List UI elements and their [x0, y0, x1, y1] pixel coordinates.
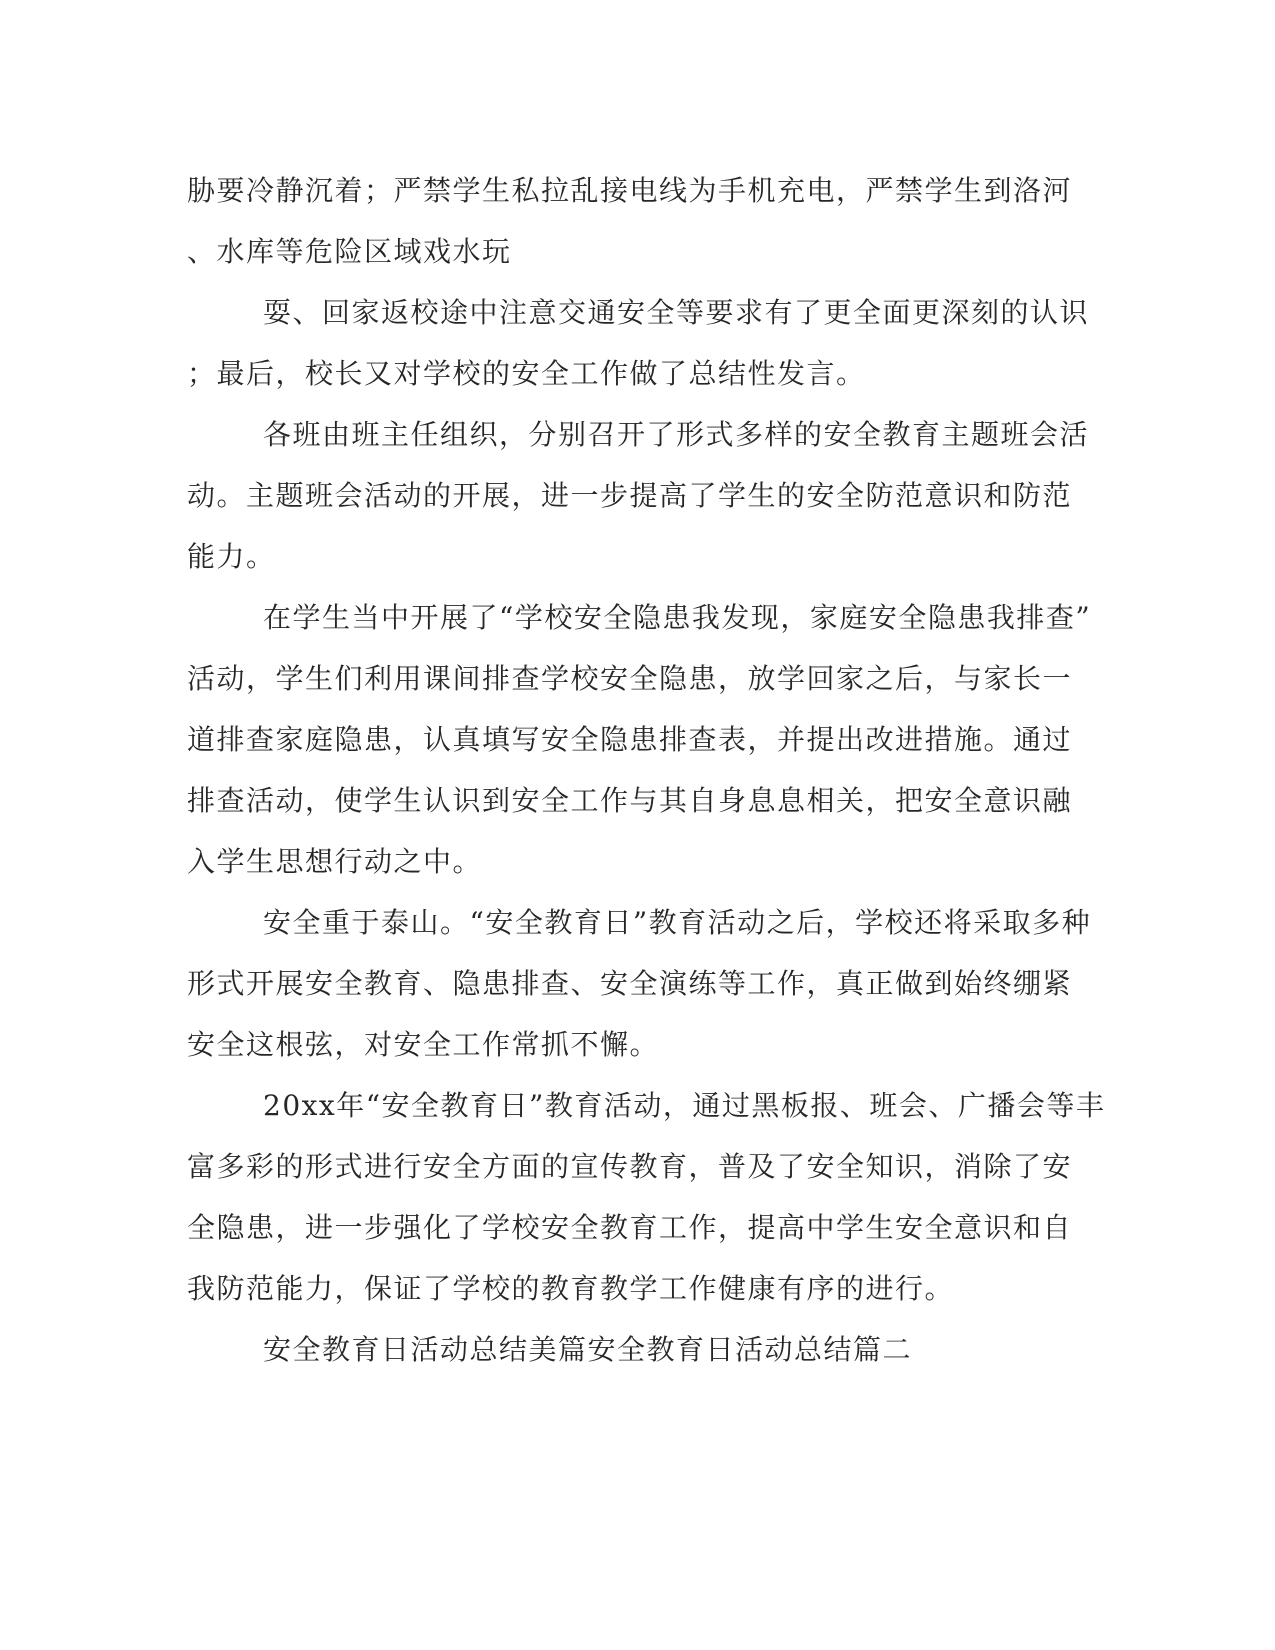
text-line: 耍、回家返校途中注意交通安全等要求有了更全面更深刻的认识 [263, 296, 1090, 329]
text-line: 安全重于泰山。“安全教育日”教育活动之后，学校还将采取多种 [263, 906, 1092, 939]
text-line: 排查活动，使学生认识到安全工作与其自身息息相关，把安全意识融 [187, 784, 1073, 817]
text-line: 富多彩的形式进行安全方面的宣传教育，普及了安全知识，消除了安 [187, 1150, 1073, 1183]
text-line: 各班由班主任组织，分别召开了形式多样的安全教育主题班会活 [263, 418, 1090, 451]
text-line: 全隐患，进一步强化了学校安全教育工作，提高中学生安全意识和自 [187, 1211, 1073, 1244]
text-line: 能力。 [187, 540, 276, 573]
document-body [187, 160, 1106, 1380]
text-line: 道排查家庭隐患，认真填写安全隐患排查表，并提出改进措施。通过 [187, 723, 1073, 756]
text-line: 我防范能力，保证了学校的教育教学工作健康有序的进行。 [187, 1272, 955, 1305]
text-line: 入学生思想行动之中。 [187, 845, 483, 878]
text-line: 活动，学生们利用课间排查学校安全隐患，放学回家之后，与家长一 [187, 662, 1073, 695]
text-line: 在学生当中开展了“学校安全隐患我发现，家庭安全隐患我排查” [263, 601, 1092, 634]
text-line: 胁要冷静沉着；严禁学生私拉乱接电线为手机充电，严禁学生到洛河 [187, 174, 1073, 207]
text-line: 安全教育日活动总结美篇安全教育日活动总结篇二 [263, 1333, 913, 1366]
text-line: 、水库等危险区域戏水玩 [187, 235, 512, 268]
text-line: ；最后，校长又对学校的安全工作做了总结性发言。 [187, 357, 866, 390]
text-line: 形式开展安全教育、隐患排查、安全演练等工作，真正做到始终绷紧 [187, 967, 1073, 1000]
text-line: 动。主题班会活动的开展，进一步提高了学生的安全防范意识和防范 [187, 479, 1073, 512]
text-line: 安全这根弦，对安全工作常抓不懈。 [187, 1028, 660, 1061]
text-line: 20xx年“安全教育日”教育活动，通过黑板报、班会、广播会等丰 [263, 1089, 1106, 1122]
